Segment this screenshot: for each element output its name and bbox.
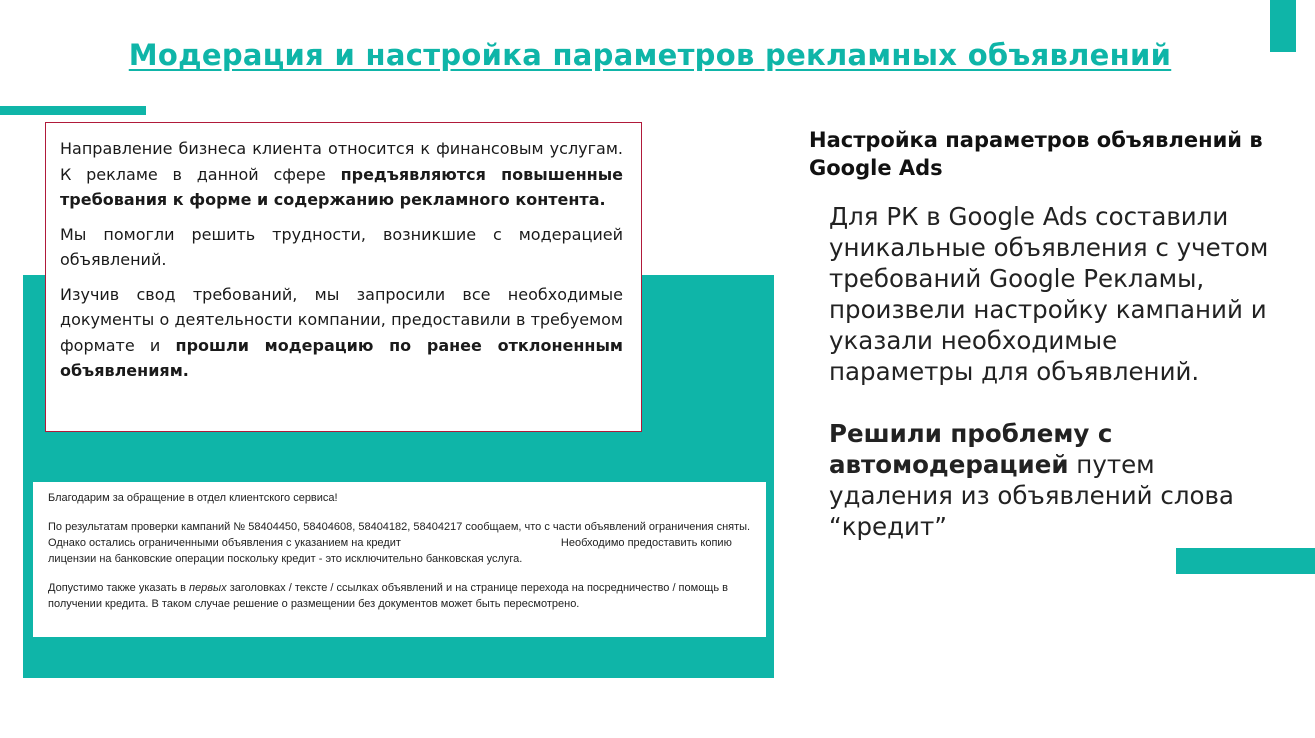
right-section-heading: Настройка параметров объявлений в Google Ads — [809, 128, 1263, 180]
right-body-paragraph-1: Для РК в Google Ads составили уникальные объявления с учетом требований Google Рекламы, произвели настройку кампаний и указали необходимые параметры для объявлений. — [829, 202, 1269, 386]
right-body-paragraph-2: Решили проблему с автомодерацией путем удаления из объявлений слова “кредит” — [829, 419, 1234, 541]
letter-greeting: Благодарим за обращение в отдел клиентского сервиса! — [48, 492, 338, 504]
right-section-body — [829, 201, 1269, 542]
card-paragraph-3-bold: прошли модерацию по ранее отклоненным объявлениям. — [60, 335, 623, 380]
letter-paragraph-3: Допустимо также указать в первых заголовках / тексте / ссылках объявлений и на странице перехода на посредничество / помощь в получении кредита. В таком случае решение о размещении без документов может быть пересмотрено. — [48, 582, 728, 610]
letter-paragraph-2: По результатам проверки кампаний № 58404450, 58404608, 58404182, 58404217 сообщаем, что с части объявлений ограничения сняты. Однако остались ограниченными объявления с указанием на кредит Необходимо предоставить копию лицензии на банковские операции поскольку кредит - это исключительно банковская услуга. — [48, 521, 751, 565]
card-paragraph-2: Мы помогли решить трудности, возникшие с модерацией объявлений. — [60, 224, 623, 269]
decorative-right-line — [1176, 548, 1315, 574]
card-paragraph-1: Направление бизнеса клиента относится к финансовым услугам. К рекламе в данной сфере предъявляются повышенные требования к форме и содержанию рекламного контента. — [60, 139, 624, 209]
page-title: Модерация и настройка параметров рекламных объявлений — [128, 38, 1172, 72]
decorative-left-line — [0, 106, 146, 115]
decorative-top-right-bar — [1270, 0, 1296, 52]
support-letter-screenshot — [33, 482, 766, 637]
case-description-card — [45, 122, 642, 432]
card-paragraph-3: Изучив свод требований, мы запросили все необходимые документы о деятельности компании, предоставили в требуемом формате и прошли модерацию по ранее отклоненным объявлениям. — [60, 284, 623, 380]
card-paragraph-1-bold: предъявляются повышенные требования к форме и содержанию рекламного контента. — [60, 164, 624, 209]
